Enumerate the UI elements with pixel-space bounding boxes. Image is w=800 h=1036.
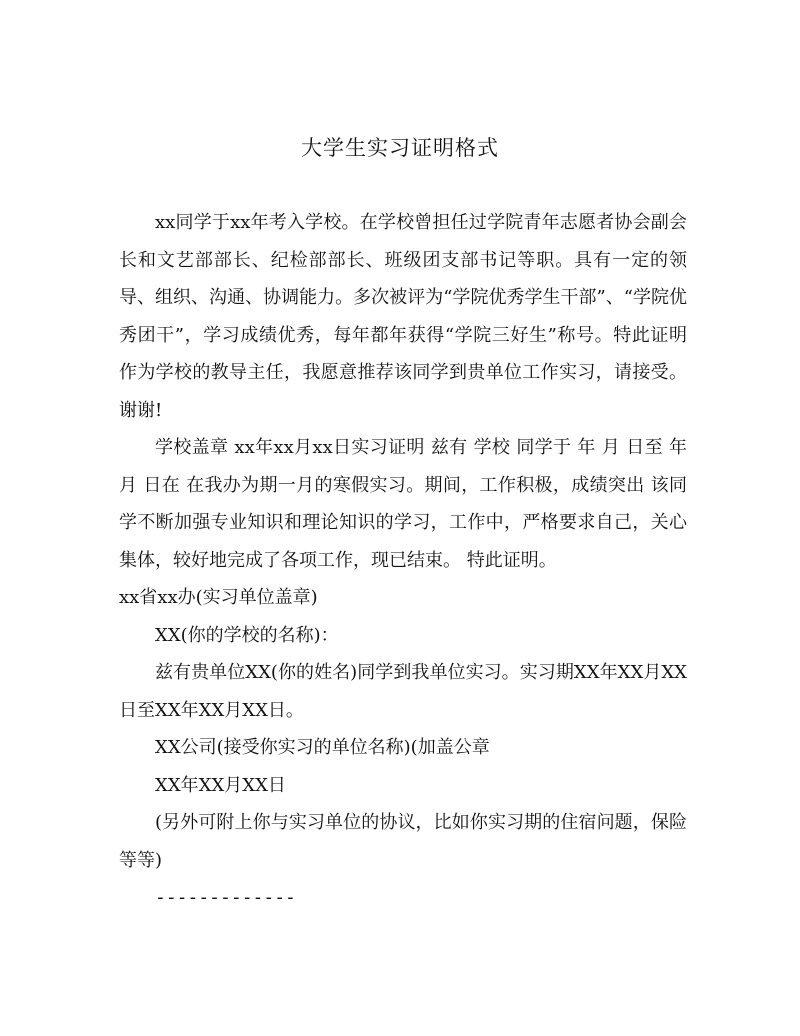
paragraph-internship-certificate: 学校盖章 xx年xx月xx日实习证明 兹有 学校 同学于 年 月 日至 年 月 日在 在我办为期一月的寒假实习。期间，工作积极，成绩突出 该同学不断加强专业知识和理论知识的学习，工作中，严格要求自己，关心集体，较好地完成了各项工作，现已结束。 特此证明。 <box>119 437 687 571</box>
paragraph-internship-period: 兹有贵单位XX(你的姓名)同学到我单位实习。实习期XX年XX月XX日至XX年XX月XX日。 <box>119 662 687 721</box>
paragraph-note: (另外可附上你与实习单位的协议，比如你实习期的住宿问题，保险等等) <box>119 812 687 871</box>
paragraph-unit-seal: xx省xx办(实习单位盖章) <box>119 587 318 608</box>
paragraph-date: XX年XX月XX日 <box>155 774 286 796</box>
paragraph-recommendation: xx同学于xx年考入学校。在学校曾担任过学院青年志愿者协会副会长和文艺部部长、纪检部部长、班级团支部书记等职。具有一定的领导、组织、沟通、协调能力。多次被评为“学院优秀学生干部”、“学院优秀团干”，学习成绩优秀，每年都年获得“学院三好生”称号。特此证明 作为学校的教导主任，我愿意推荐该同学到贵单位工作实习，请接受。 谢谢! <box>119 212 687 421</box>
separator-dashes: ------------- <box>155 887 296 908</box>
paragraph-company-seal: XX公司(接受你实习的单位名称)(加盖公章 <box>155 737 490 758</box>
paragraph-school-salutation: XX(你的学校的名称)： <box>155 624 339 646</box>
document-title: 大学生实习证明格式 <box>301 136 499 160</box>
document-body <box>119 204 687 917</box>
